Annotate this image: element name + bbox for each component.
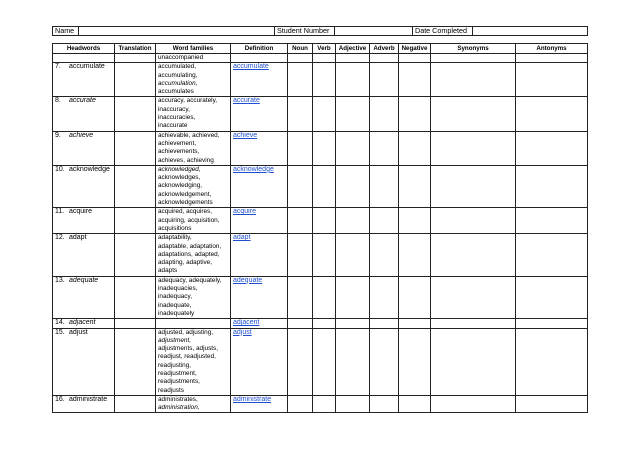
col-header-synonyms: Synonyms <box>431 44 516 54</box>
adjective-cell[interactable] <box>336 319 370 328</box>
synonyms-cell[interactable] <box>431 165 516 207</box>
negative-cell[interactable] <box>399 328 431 395</box>
synonyms-cell[interactable] <box>431 63 516 97</box>
definition-cell <box>231 97 288 131</box>
definition-cell <box>231 165 288 207</box>
headword-text: accumulate <box>69 63 105 71</box>
definition-link[interactable]: adapt <box>233 234 251 242</box>
adverb-cell[interactable] <box>370 131 399 165</box>
translation-cell[interactable] <box>115 234 156 276</box>
synonyms-cell[interactable] <box>431 395 516 413</box>
noun-cell[interactable] <box>288 63 313 97</box>
translation-cell[interactable] <box>115 395 156 413</box>
adjective-cell[interactable] <box>336 165 370 207</box>
col-header-adjective: Adjective <box>336 44 370 54</box>
word-family-line: adapts <box>158 267 178 275</box>
headword-text: achieve <box>69 131 94 139</box>
word-families-cell <box>156 234 231 276</box>
word-family-line: achievements, <box>158 148 200 156</box>
adjective-cell[interactable] <box>336 54 370 63</box>
verb-cell[interactable] <box>313 319 336 328</box>
definition-link[interactable]: adequate <box>233 276 263 284</box>
translation-cell[interactable] <box>115 208 156 234</box>
word-families-cell <box>156 63 231 97</box>
adjective-cell[interactable] <box>336 63 370 97</box>
synonyms-cell[interactable] <box>431 131 516 165</box>
word-family-line: administrates, <box>158 395 198 403</box>
word-family-line: inadequacies, <box>158 285 198 293</box>
adjective-cell[interactable] <box>336 131 370 165</box>
translation-cell[interactable] <box>115 63 156 97</box>
word-family-line: accumulated, <box>158 63 197 71</box>
translation-cell[interactable] <box>115 54 156 63</box>
word-families-cell: unaccompanied <box>156 54 231 63</box>
table-row <box>53 54 588 63</box>
word-family-line: adjustment, <box>158 336 192 344</box>
synonyms-cell[interactable] <box>431 234 516 276</box>
translation-cell[interactable] <box>115 131 156 165</box>
adverb-cell[interactable] <box>370 97 399 131</box>
col-header-verb: Verb <box>313 44 336 54</box>
definition-link[interactable]: acquire <box>233 208 256 216</box>
definition-cell <box>231 131 288 165</box>
translation-cell[interactable] <box>115 97 156 131</box>
col-header-translation: Translation <box>115 44 156 54</box>
translation-cell[interactable] <box>115 276 156 318</box>
word-family-line: readjusting, <box>158 361 192 369</box>
headword-number: 10. <box>55 165 65 173</box>
definition-cell <box>231 234 288 276</box>
definition-link[interactable]: achieve <box>233 131 258 139</box>
definition-link[interactable]: accumulate <box>233 63 269 71</box>
word-family-line: accuracy, accurately, <box>158 97 218 105</box>
verb-cell[interactable] <box>313 208 336 234</box>
student-number-label: Student Number <box>275 27 335 36</box>
word-family-line: accumulates <box>158 88 194 96</box>
word-family-line: acquiring, acquisition, <box>158 216 220 224</box>
word-family-line: adaptations, adapted, <box>158 250 220 258</box>
headword-cell <box>53 208 115 234</box>
word-family-line: adjustments, adjusts, <box>158 345 219 353</box>
word-family-line: adaptability, <box>158 234 192 242</box>
headword-cell <box>53 328 115 395</box>
word-family-line: readjust, readjusted, <box>158 353 216 361</box>
synonyms-cell[interactable] <box>431 276 516 318</box>
name-field[interactable] <box>79 27 275 36</box>
antonyms-cell[interactable] <box>516 208 588 234</box>
headword-number: 8. <box>55 97 61 105</box>
word-family-line: readjustments, <box>158 378 200 386</box>
translation-cell[interactable] <box>115 328 156 395</box>
word-families-cell <box>156 131 231 165</box>
definition-cell <box>231 276 288 318</box>
word-families-cell <box>156 208 231 234</box>
definition-cell <box>231 208 288 234</box>
verb-cell[interactable] <box>313 395 336 413</box>
antonyms-cell[interactable] <box>516 54 588 63</box>
headword-cell <box>53 63 115 97</box>
adjective-cell[interactable] <box>336 276 370 318</box>
negative-cell[interactable] <box>399 131 431 165</box>
antonyms-cell[interactable] <box>516 131 588 165</box>
word-families-cell <box>156 165 231 207</box>
antonyms-cell[interactable] <box>516 395 588 413</box>
table-row <box>53 97 588 131</box>
word-family-line: inadequately <box>158 309 195 317</box>
word-family-line: acknowledgement, <box>158 190 212 198</box>
headword-text: adapt <box>69 234 87 242</box>
negative-cell[interactable] <box>399 97 431 131</box>
negative-cell[interactable] <box>399 395 431 413</box>
word-family-line: adapting, adaptive, <box>158 259 213 267</box>
table-row <box>53 165 588 207</box>
headword-cell <box>53 165 115 207</box>
headword-cell <box>53 319 115 328</box>
noun-cell[interactable] <box>288 319 313 328</box>
headword-number: 16. <box>55 395 65 403</box>
student-number-field[interactable] <box>335 27 413 36</box>
definition-link[interactable]: acknowledge <box>233 165 274 173</box>
table-row <box>53 276 588 318</box>
col-header-negative: Negative <box>399 44 431 54</box>
negative-cell[interactable] <box>399 165 431 207</box>
antonyms-cell[interactable] <box>516 319 588 328</box>
headword-cell <box>53 276 115 318</box>
definition-link[interactable]: administrate <box>233 395 272 403</box>
col-header-adverb: Adverb <box>370 44 399 54</box>
word-family-line: acquisitions <box>158 224 192 232</box>
date-completed-field[interactable] <box>473 27 588 36</box>
col-header-headwords: Headwords <box>53 44 115 54</box>
antonyms-cell[interactable] <box>516 276 588 318</box>
headword-text: adjust <box>69 328 88 336</box>
noun-cell[interactable] <box>288 131 313 165</box>
headword-number: 7. <box>55 63 61 71</box>
antonyms-cell[interactable] <box>516 63 588 97</box>
word-family-line: acknowledgements <box>158 199 213 207</box>
definition-cell <box>231 54 288 63</box>
negative-cell[interactable] <box>399 54 431 63</box>
word-family-line: adequacy, adequately, <box>158 276 222 284</box>
verb-cell[interactable] <box>313 131 336 165</box>
header-row <box>53 44 588 54</box>
vocabulary-table <box>52 43 588 413</box>
adverb-cell[interactable] <box>370 208 399 234</box>
noun-cell[interactable] <box>288 54 313 63</box>
adjective-cell[interactable] <box>336 97 370 131</box>
noun-cell[interactable] <box>288 208 313 234</box>
negative-cell[interactable] <box>399 208 431 234</box>
noun-cell[interactable] <box>288 395 313 413</box>
antonyms-cell[interactable] <box>516 165 588 207</box>
antonyms-cell[interactable] <box>516 328 588 395</box>
headword-text: adequate <box>69 276 99 284</box>
negative-cell[interactable] <box>399 276 431 318</box>
word-family-line: acknowledged, <box>158 165 201 173</box>
word-family-line: administration, <box>158 404 200 412</box>
synonyms-cell[interactable] <box>431 54 516 63</box>
adverb-cell[interactable] <box>370 63 399 97</box>
table-row <box>53 208 588 234</box>
adverb-cell[interactable] <box>370 234 399 276</box>
word-family-line: inaccuracies, <box>158 114 196 122</box>
word-families-cell <box>156 97 231 131</box>
headword-text: adjacent <box>69 319 96 327</box>
verb-cell[interactable] <box>313 276 336 318</box>
noun-cell[interactable] <box>288 234 313 276</box>
word-family-line: adaptable, adaptation, <box>158 242 222 250</box>
headword-cell <box>53 131 115 165</box>
headword-number: 11. <box>55 208 65 216</box>
headword-text: acquire <box>69 208 92 216</box>
verb-cell[interactable] <box>313 165 336 207</box>
headword-text: administrate <box>69 395 108 403</box>
word-family-line: inaccurate <box>158 122 188 130</box>
word-family-line: acquired, acquires, <box>158 208 212 216</box>
headword-number: 14. <box>55 319 65 327</box>
verb-cell[interactable] <box>313 54 336 63</box>
word-family-line: acknowledging, <box>158 182 203 190</box>
word-family-line: inadequacy, <box>158 293 192 301</box>
word-family-line: inadequate, <box>158 301 192 309</box>
negative-cell[interactable] <box>399 63 431 97</box>
adjective-cell[interactable] <box>336 395 370 413</box>
word-family-line: adjusted, adjusting, <box>158 328 214 336</box>
student-info-form <box>52 26 588 36</box>
definition-cell <box>231 63 288 97</box>
word-family-line: achievable, achieved, <box>158 131 220 139</box>
translation-cell[interactable] <box>115 165 156 207</box>
definition-link[interactable]: adjacent <box>233 319 260 327</box>
headword-number: 9. <box>55 131 61 139</box>
verb-cell[interactable] <box>313 328 336 395</box>
word-family-line: accumulating, <box>158 71 198 79</box>
table-row <box>53 234 588 276</box>
synonyms-cell[interactable] <box>431 97 516 131</box>
adjective-cell[interactable] <box>336 208 370 234</box>
word-family-line: achievement, <box>158 139 197 147</box>
adverb-cell[interactable] <box>370 276 399 318</box>
word-family-line: acknowledges, <box>158 174 201 182</box>
headword-cell <box>53 54 115 63</box>
adverb-cell[interactable] <box>370 54 399 63</box>
word-families-cell <box>156 395 231 413</box>
translation-cell[interactable] <box>115 319 156 328</box>
adjective-cell[interactable] <box>336 234 370 276</box>
col-header-word-families: Word families <box>156 44 231 54</box>
col-header-definition: Definition <box>231 44 288 54</box>
headword-number: 15. <box>55 328 65 336</box>
table-row <box>53 131 588 165</box>
headword-cell <box>53 395 115 413</box>
word-family-line: accumulation, <box>158 79 198 87</box>
table-row <box>53 63 588 97</box>
table-row <box>53 319 588 328</box>
col-header-antonyms: Antonyms <box>516 44 588 54</box>
headword-number: 12. <box>55 234 65 242</box>
antonyms-cell[interactable] <box>516 234 588 276</box>
adverb-cell[interactable] <box>370 395 399 413</box>
negative-cell[interactable] <box>399 319 431 328</box>
word-families-cell <box>156 328 231 395</box>
table-row <box>53 328 588 395</box>
word-family-line: achieves, achieving <box>158 156 214 164</box>
synonyms-cell[interactable] <box>431 328 516 395</box>
table-row <box>53 395 588 413</box>
headword-number: 13. <box>55 276 65 284</box>
synonyms-cell[interactable] <box>431 208 516 234</box>
definition-cell <box>231 328 288 395</box>
headword-cell <box>53 97 115 131</box>
adverb-cell[interactable] <box>370 165 399 207</box>
noun-cell[interactable] <box>288 97 313 131</box>
headword-cell <box>53 234 115 276</box>
verb-cell[interactable] <box>313 234 336 276</box>
synonyms-cell[interactable] <box>431 319 516 328</box>
date-completed-label: Date Completed <box>413 27 473 36</box>
col-header-noun: Noun <box>288 44 313 54</box>
definition-link[interactable]: adjust <box>233 328 252 336</box>
noun-cell[interactable] <box>288 276 313 318</box>
definition-link[interactable]: accurate <box>233 97 260 105</box>
adverb-cell[interactable] <box>370 328 399 395</box>
definition-cell <box>231 395 288 413</box>
word-family-line: inaccuracy, <box>158 105 190 113</box>
verb-cell[interactable] <box>313 63 336 97</box>
noun-cell[interactable] <box>288 165 313 207</box>
verb-cell[interactable] <box>313 97 336 131</box>
adjective-cell[interactable] <box>336 328 370 395</box>
word-families-cell <box>156 319 231 328</box>
headword-text: accurate <box>69 97 96 105</box>
word-family-line: readjustment, <box>158 369 197 377</box>
adverb-cell[interactable] <box>370 319 399 328</box>
word-family-line: readjusts <box>158 386 184 394</box>
negative-cell[interactable] <box>399 234 431 276</box>
word-families-cell <box>156 276 231 318</box>
antonyms-cell[interactable] <box>516 97 588 131</box>
headword-text: acknowledge <box>69 165 110 173</box>
noun-cell[interactable] <box>288 328 313 395</box>
definition-cell <box>231 319 288 328</box>
name-label: Name <box>53 27 79 36</box>
